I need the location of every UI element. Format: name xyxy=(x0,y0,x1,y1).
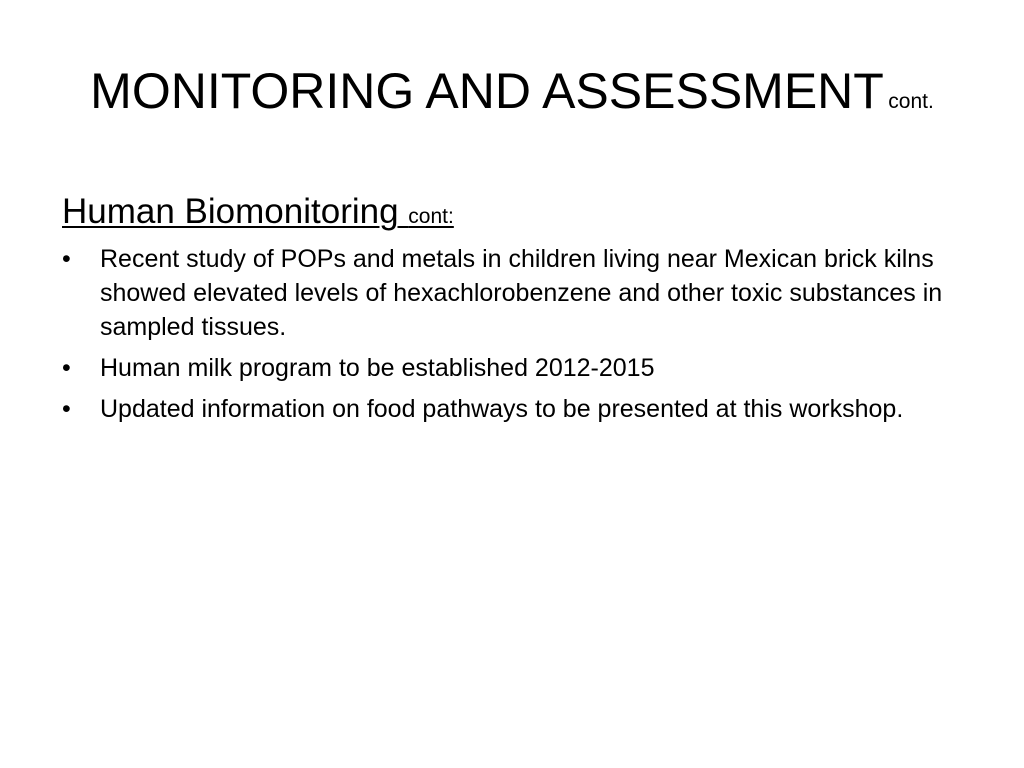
bullet-text: Human milk program to be established 2012-2015 xyxy=(100,354,655,383)
bullet-text: Updated information on food pathways to be presented at this workshop. xyxy=(100,395,904,424)
bullet-icon: • xyxy=(62,245,71,274)
bullet-icon: • xyxy=(62,354,71,383)
bullet-list xyxy=(62,242,962,426)
section-heading-suffix: cont: xyxy=(408,205,454,228)
bullet-icon: • xyxy=(62,395,71,424)
slide-body xyxy=(62,192,962,433)
section-heading-text: Human Biomonitoring xyxy=(62,192,399,231)
title-suffix: cont. xyxy=(888,90,934,113)
title-text: MONITORING AND ASSESSMENT xyxy=(90,63,884,119)
bullet-item xyxy=(62,351,962,385)
section-heading xyxy=(62,192,962,232)
bullet-item xyxy=(62,392,962,426)
bullet-text: Recent study of POPs and metals in children living near Mexican brick kilns showed elevated levels of hexachlorobenzene and other toxic substances in sampled tissues. xyxy=(100,245,943,342)
slide-title xyxy=(0,63,1024,119)
bullet-item xyxy=(62,242,962,344)
